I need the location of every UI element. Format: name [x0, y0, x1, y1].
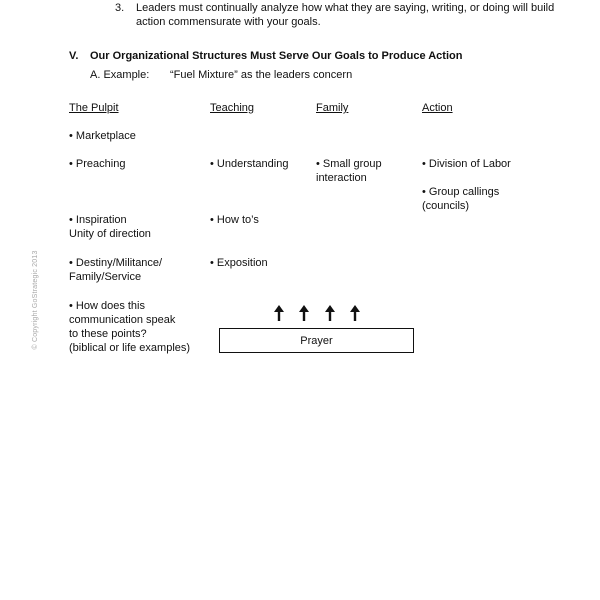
column-header-action: Action [422, 102, 453, 114]
subsection-a [90, 68, 352, 82]
pulpit-item: • Preaching [69, 158, 126, 170]
subsection-a-label: A. Example: [90, 69, 150, 81]
action-item: • Group callings (councils) [422, 186, 500, 212]
pulpit-item: • Marketplace [69, 130, 136, 142]
teaching-item: • Understanding [210, 158, 289, 170]
up-arrow-icon [273, 304, 285, 322]
column-header-family: Family [316, 102, 349, 114]
pulpit-item: • Destiny/Militance/ Family/Service [69, 257, 163, 283]
family-item: • Small group interaction [316, 158, 382, 184]
section-number: V. [69, 50, 79, 62]
pulpit-item: • Inspiration Unity of direction [69, 214, 151, 240]
column-header-teaching: Teaching [210, 102, 255, 114]
up-arrow-icon [298, 304, 310, 322]
column-header-pulpit: The Pulpit [69, 102, 119, 114]
pulpit-item: • How does this communication speak to these points? (biblical or life examples) [69, 300, 191, 354]
point-3-number: 3. [115, 2, 125, 14]
up-arrow-icon [349, 304, 361, 322]
up-arrow-icon [324, 304, 336, 322]
copyright-notice: © Copyright GoStrategic 2013 [32, 250, 39, 350]
point-3-text: Leaders must continually analyze how what they are saying, writing, or doing will build action commensurate with your goals. [136, 2, 555, 28]
teaching-item: • Exposition [210, 257, 268, 269]
prayer-box [219, 328, 414, 353]
subsection-a-text: “Fuel Mixture” as the leaders concern [170, 69, 353, 81]
teaching-item: • How to’s [210, 214, 259, 226]
prayer-label: Prayer [300, 334, 333, 347]
action-item: • Division of Labor [422, 158, 511, 170]
section-title: Our Organizational Structures Must Serve Our Goals to Produce Action [90, 50, 463, 62]
